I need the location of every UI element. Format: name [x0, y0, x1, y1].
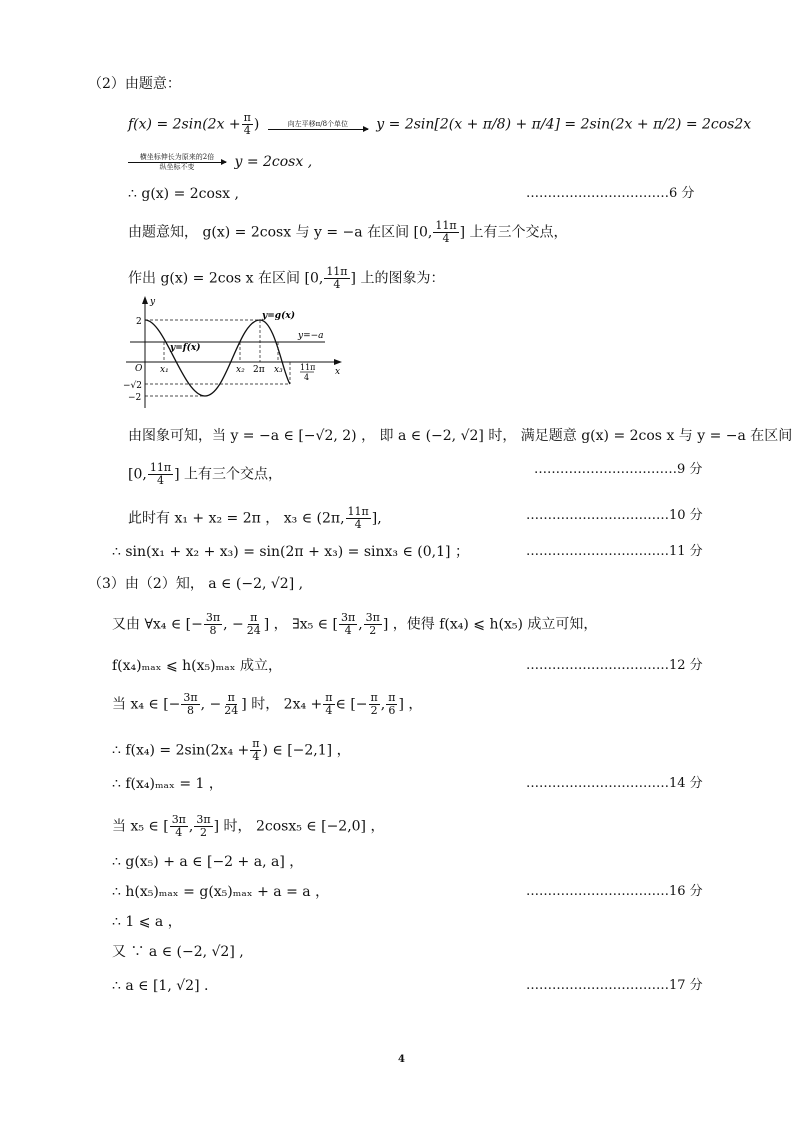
frac-pi-over-2: $\frac{\pi}{2}$: [370, 691, 378, 717]
h-max-statement: ∴ h(x₅)ₘₐₓ = g(x₅)ₘₐₓ + a = a ，: [112, 884, 330, 900]
frac-3pi-over-8: $\frac{3\pi}{8}$: [183, 691, 198, 717]
three-intersections-statement: 由题意知， g(x) = 2cosx 与 y = −a 在区间 [0, $\frac{11\pi}{4}$ ] 上有三个交点，: [128, 219, 568, 245]
final-answer: ∴ a ∈ [1, √2] .: [112, 978, 209, 994]
transform-equation-2: [128, 152, 312, 172]
x4-range-statement: 当 x₄ ∈ [− $\frac{3\pi}{8}$ , − $\frac{\pi}{24}$ ] 时， 2x₄ + $\frac{\pi}{4}$ ∈ [− $\frac{\pi}{2}$ , $\frac{\pi}{6}$ ] ，: [112, 691, 423, 717]
score-10: ……………………………10 分: [526, 508, 703, 523]
label-curve-f: y=f(x): [170, 343, 201, 353]
sum-statement: 此时有 x₁ + x₂ = 2π ， x₃ ∈ (2π, $\frac{11\pi}{4}$ ],: [128, 505, 382, 531]
f-max-statement: ∴ f(x₄)ₘₐₓ = 1 ，: [112, 776, 223, 792]
score-6: ……………………………6 分: [526, 186, 695, 201]
frac-11pi-over-4: $\frac{11\pi}{4}$: [326, 265, 348, 291]
frac-pi-over-4: $\frac{\pi}{4}$: [252, 737, 260, 763]
frac-3pi-over-8: $\frac{3\pi}{8}$: [205, 611, 221, 637]
frac-pi-over-6: $\frac{\pi}{6}$: [388, 691, 396, 717]
label-x-axis: x: [335, 367, 341, 377]
tick-neg-2: −2: [128, 393, 142, 403]
part2-header: （2）由题意：: [88, 76, 181, 92]
label-curve-g: y=g(x): [262, 311, 295, 321]
stretch-arrow: 横坐标伸长为原来的2倍 纵坐标不变: [128, 153, 226, 172]
frac-3pi-over-4: $\frac{3\pi}{4}$: [340, 611, 356, 637]
max-inequality: f(x₄)ₘₐₓ ⩽ h(x₅)ₘₐₓ 成立，: [112, 658, 282, 674]
frac-pi-over-4: $\frac{\pi}{4}$: [325, 691, 333, 717]
frac-11pi-over-4: $\frac{11\pi}{4}$: [149, 461, 172, 487]
score-17: ……………………………17 分: [526, 978, 703, 993]
frac-11pi-over-4: $\frac{11\pi}{4}$: [347, 505, 369, 531]
cosine-graph: [120, 294, 350, 414]
frac-pi-over-4: $\frac{\pi}{4}$: [243, 111, 251, 137]
label-x2: x₂: [236, 365, 245, 375]
curve-g: [145, 320, 290, 396]
frac-3pi-over-2: $\frac{3\pi}{2}$: [196, 813, 211, 839]
score-9: ……………………………9 分: [534, 462, 703, 477]
label-end-num: 11π: [300, 363, 316, 372]
transform-equation-1: f(x) = 2sin(2x + $\frac{\pi}{4}$ ) 向左平移π/8个单位 y = 2sin[2(x + π/8) + π/4] = 2sin(2x + π/2) = 2cos2x: [128, 111, 752, 137]
label-x3: x₃: [274, 365, 283, 375]
part3-header: （3）由（2）知， a ∈ (−2, √2] ,: [88, 576, 304, 592]
label-line-neg-a: y=−a: [298, 331, 324, 341]
score-11: ……………………………11 分: [526, 544, 703, 559]
f-range-statement: ∴ f(x₄) = 2sin(2x₄ + $\frac{\pi}{4}$ ) ∈ [−2,1] ，: [112, 737, 351, 763]
score-12: ……………………………12 分: [526, 658, 703, 673]
frac-3pi-over-2: $\frac{3\pi}{2}$: [365, 611, 380, 637]
frac-3pi-over-4: $\frac{3\pi}{4}$: [171, 813, 186, 839]
label-x1: x₁: [160, 365, 169, 375]
tick-neg-sqrt2: −√2: [123, 381, 143, 391]
again-a-range: 又 ∵ a ∈ (−2, √2] ,: [112, 944, 244, 960]
score-16: ……………………………16 分: [526, 884, 703, 899]
condition-statement: 又由 ∀x₄ ∈ [− $\frac{3\pi}{8}$ , − $\frac{\pi}{24}$ ] ， ∃x₅ ∈ [ $\frac{3\pi}{4}$ , $\frac{3\pi}{2}$ ] ，使得 f(x₄) ⩽ h(x₅) 成立可知，: [112, 611, 598, 637]
frac-pi-over-24: $\frac{\pi}{24}$: [246, 611, 261, 637]
stretch-result: y = 2cosx ,: [234, 154, 313, 170]
tick-2: 2: [136, 317, 142, 327]
page-number: 4: [398, 1054, 405, 1065]
label-2pi: 2π: [253, 365, 265, 375]
draw-graph-statement: 作出 g(x) = 2cos x 在区间 [0, $\frac{11\pi}{4}$ ] 上的图象为：: [128, 265, 445, 291]
frac-pi-over-24: $\frac{\pi}{24}$: [224, 691, 239, 717]
shift-arrow: 向左平移π/8个单位: [268, 120, 368, 130]
one-le-a: ∴ 1 ⩽ a ，: [112, 914, 182, 930]
frac-11pi-over-4: $\frac{11\pi}{4}$: [435, 219, 457, 245]
g-range-statement: ∴ g(x₅) + a ∈ [−2 + a, a] ，: [112, 854, 304, 870]
score-14: ……………………………14 分: [526, 776, 703, 791]
label-origin: O: [135, 364, 143, 374]
label-end-den: 4: [304, 373, 310, 382]
therefore-g: ∴ g(x) = 2cosx ,: [128, 186, 239, 202]
graph-conclusion: 由图象可知，当 y = −a ∈ [−√2, 2) ， 即 a ∈ (−2, √2] 时， 满足题意 g(x) = 2cos x 与 y = −a 在区间: [128, 428, 793, 444]
sin-statement: ∴ sin(x₁ + x₂ + x₃) = sin(2π + x₃) = sinx₃ ∈ (0,1] ；: [112, 544, 469, 560]
f-lhs: f(x) = 2sin(2x +: [128, 116, 241, 133]
shift-result: y = 2sin[2(x + π/8) + π/4] = 2sin(2x + π/2) = 2cos2x: [376, 116, 752, 133]
label-y-axis: y: [150, 297, 156, 307]
x5-range-statement: 当 x₅ ∈ [ $\frac{3\pi}{4}$ , $\frac{3\pi}{2}$ ] 时， 2cosx₅ ∈ [−2,0] ，: [112, 813, 385, 839]
graph-conclusion-cont: [0, $\frac{11\pi}{4}$ ] 上有三个交点，: [128, 461, 282, 487]
